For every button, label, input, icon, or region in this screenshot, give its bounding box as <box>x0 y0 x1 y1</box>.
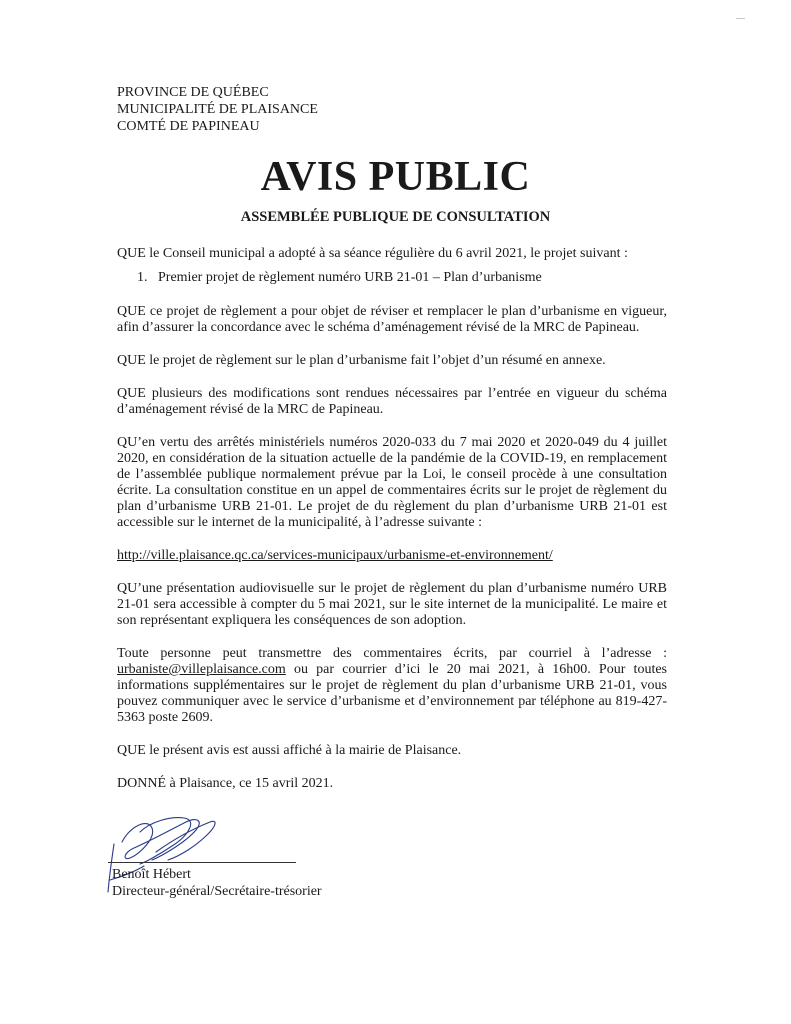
notice-subtitle: ASSEMBLÉE PUBLIQUE DE CONSULTATION <box>240 209 551 225</box>
notice-body <box>117 246 667 809</box>
comments-details: ou par courrier d’ici le 20 mai 2021, à 16h00. Pour toutes informations supplémentaires sur le projet de règlement du plan d’urbanisme URB 21-01, vous pouvez communiquer avec le service d’urbanisme et d’environnement par téléphone au 819-427-5363 poste 2609. <box>117 662 667 725</box>
signature-line <box>108 862 296 863</box>
paragraph-summary: QUE le projet de règlement sur le plan d’urbanisme fait l’objet d’un résumé en annexe. <box>117 353 606 368</box>
header-province: PROVINCE DE QUÉBEC <box>117 85 269 100</box>
comments-intro: Toute personne peut transmettre des commentaires écrits, par courriel à l’adresse : <box>117 646 667 661</box>
signatory <box>112 866 322 900</box>
paragraph-purpose: QUE ce projet de règlement a pour objet de réviser et remplacer le plan d’urbanisme en vigueur, afin d’assurer la concordance avec le schéma d’aménagement révisé de la MRC de Papineau. <box>117 304 667 335</box>
consultation-link[interactable]: http://ville.plaisance.qc.ca/services-municipaux/urbanisme-et-environnement/ <box>117 548 553 563</box>
signatory-title: Directeur-général/Secrétaire-trésorier <box>112 884 322 899</box>
paragraph-posted: QUE le présent avis est aussi affiché à la mairie de Plaisance. <box>117 743 462 758</box>
email-link[interactable]: urbaniste@villeplaisance.com <box>117 662 286 677</box>
paragraph-adoption: QUE le Conseil municipal a adopté à sa séance régulière du 6 avril 2021, le projet suivant : <box>117 246 628 261</box>
paragraph-presentation: QU’une présentation audiovisuelle sur le projet de règlement du plan d’urbanisme numéro URB 21-01 sera accessible à compter du 5 mai 2021, sur le site internet de la municipalité. Le maire et son représentant expliquera les conséquences de son adoption. <box>117 581 667 628</box>
paragraph-modifications: QUE plusieurs des modifications sont rendues nécessaires par l’entrée en vigueur du schéma d’aménagement révisé de la MRC de Papineau. <box>117 386 667 417</box>
header-county: COMTÉ DE PAPINEAU <box>117 119 260 134</box>
paragraph-consultation: QU’en vertu des arrêtés ministériels numéros 2020-033 du 7 mai 2020 et 2020-049 du 4 juillet 2020, en considération de la situation actuelle de la pandémie de la COVID-19, en remplacement de l’assemblée publique normalement prévue par la Loi, le conseil procède à une consultation écrite. La consultation constitue en un appel de commentaires écrits sur le projet de règlement du plan d’urbanisme URB 21-01. Le projet de du règlement du plan d’urbanisme URB 21-01 est accessible sur le internet de la municipalité, à l’adresse suivante : <box>117 435 667 530</box>
list-number: 1. <box>137 270 148 285</box>
notice-title: AVIS PUBLIC <box>260 154 531 200</box>
letterhead <box>117 84 318 135</box>
header-municipality: MUNICIPALITÉ DE PLAISANCE <box>117 102 318 117</box>
signatory-name: Benoît Hébert <box>112 867 191 882</box>
corner-mark <box>736 18 745 19</box>
list-text: Premier projet de règlement numéro URB 21-01 – Plan d’urbanisme <box>158 270 542 285</box>
paragraph-comments <box>117 646 667 726</box>
list-item <box>137 270 667 286</box>
paragraph-given: DONNÉ à Plaisance, ce 15 avril 2021. <box>117 776 334 791</box>
